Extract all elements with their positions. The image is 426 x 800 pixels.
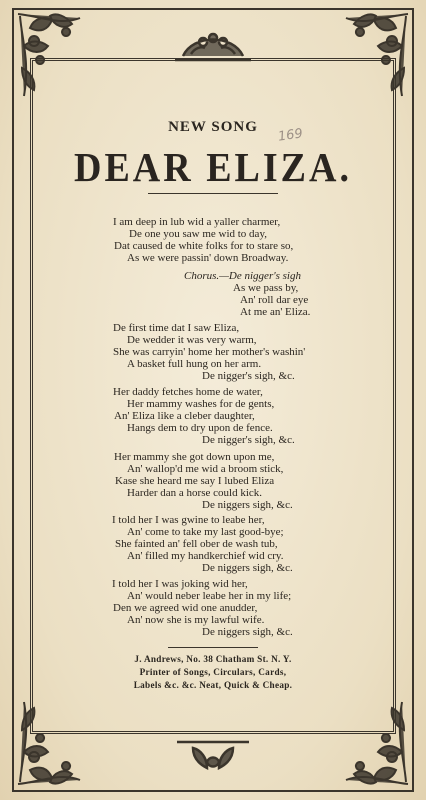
verse-line: Den we agreed wid one anudder, bbox=[113, 602, 258, 614]
printer-imprint bbox=[0, 653, 426, 692]
verse-line: Kase she heard me say I lubed Eliza bbox=[115, 475, 275, 487]
verse-line: She fainted an' fell ober de wash tub, bbox=[115, 538, 278, 550]
verse-line: An' Eliza like a cleber daughter, bbox=[114, 410, 255, 422]
top-wreath-ornament bbox=[173, 26, 253, 66]
verse-refrain: De niggers sigh, &c. bbox=[202, 562, 293, 574]
chorus-line: As we pass by, bbox=[233, 282, 299, 294]
imprint-line-services: Printer of Songs, Circulars, Cards, bbox=[139, 667, 287, 677]
verse-line: An' wallop'd me wid a broom stick, bbox=[127, 463, 284, 475]
bottom-left-vine-ornament bbox=[10, 692, 100, 792]
chorus-line: At me an' Eliza. bbox=[240, 306, 311, 318]
verse-line: She was carryin' home her mother's washin' bbox=[113, 346, 306, 358]
verse-line: De wedder it was very warm, bbox=[127, 334, 257, 346]
title-rule bbox=[148, 193, 278, 194]
verse-line: Her mammy washes for de gents, bbox=[127, 398, 275, 410]
verse-line: I told her I was gwine to leabe her, bbox=[112, 514, 265, 526]
header-new-song: NEW SONG bbox=[168, 119, 258, 135]
verse-refrain: De nigger's sigh, &c. bbox=[202, 434, 295, 446]
verse-line: An' filled my handkerchief wid cry. bbox=[127, 550, 284, 562]
verse-refrain: De niggers sigh, &c. bbox=[202, 499, 293, 511]
chorus-line: Chorus.—De nigger's sigh bbox=[184, 270, 301, 282]
imprint-line-tagline: Labels &c. &c. Neat, Quick & Cheap. bbox=[133, 680, 293, 690]
verse-line: Harder dan a horse could kick. bbox=[127, 487, 263, 499]
verse-line: Hangs dem to dry upon de fence. bbox=[127, 422, 273, 434]
bottom-bird-ornament bbox=[173, 738, 253, 778]
footer-rule bbox=[168, 647, 258, 648]
verse-line: De first time dat I saw Eliza, bbox=[113, 322, 240, 334]
verse-line: An' would neber leabe her in my life; bbox=[127, 590, 292, 602]
bottom-right-vine-ornament bbox=[326, 692, 416, 792]
verse-line: De one you saw me wid to day, bbox=[129, 228, 267, 240]
verse-line: An' now she is my lawful wife. bbox=[127, 614, 265, 626]
top-left-vine-ornament bbox=[10, 6, 100, 106]
verse-refrain: De nigger's sigh, &c. bbox=[202, 370, 295, 382]
top-right-vine-ornament bbox=[326, 6, 416, 106]
chorus-line: An' roll dar eye bbox=[240, 294, 309, 306]
imprint-line-address: J. Andrews, No. 38 Chatham St. N. Y. bbox=[134, 654, 292, 664]
verse-line: An' come to take my last good-bye; bbox=[127, 526, 284, 538]
verse-line: I am deep in lub wid a yaller charmer, bbox=[113, 216, 281, 228]
verse-line: As we were passin' down Broadway. bbox=[127, 252, 289, 264]
verse-refrain: De niggers sigh, &c. bbox=[202, 626, 293, 638]
verse-line: I told her I was joking wid her, bbox=[112, 578, 248, 590]
verse-line: Dat caused de white folks for to stare so, bbox=[114, 240, 294, 252]
verse-line: A basket full hung on her arm. bbox=[127, 358, 262, 370]
handwritten-catalog-number: 169 bbox=[277, 126, 304, 145]
verse-line: Her mammy she got down upon me, bbox=[114, 451, 275, 463]
verse-line: Her daddy fetches home de water, bbox=[113, 386, 263, 398]
song-title: DEAR ELIZA. bbox=[74, 145, 352, 191]
